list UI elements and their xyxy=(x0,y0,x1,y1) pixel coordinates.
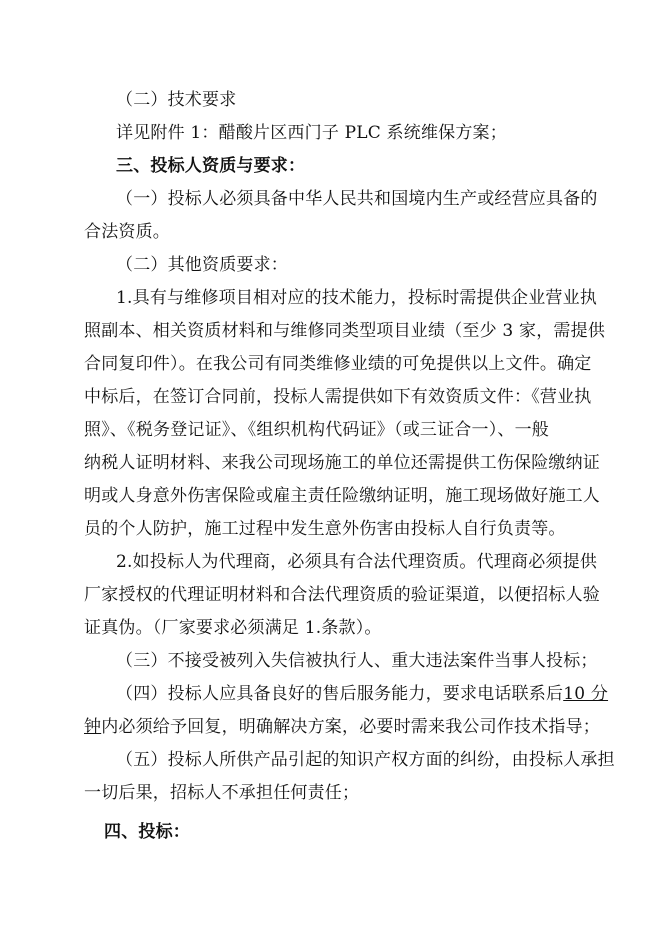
item-1-line: 明或人身意外伤害保险或雇主责任险缴纳证明，施工现场做好施工人 xyxy=(84,486,600,506)
tech-requirements-detail: 详见附件 1：醋酸片区西门子 PLC 系统维保方案； xyxy=(116,123,507,143)
item-1-line: 中标后，在签订合同前，投标人需提供如下有效资质文件：《营业执 xyxy=(84,387,592,407)
item-2-line: 厂家授权的代理证明材料和合法代理资质的验证渠道，以便招标人验 xyxy=(84,585,600,605)
item-1-line: 1.具有与维修项目相对应的技术能力，投标时需提供企业营业执 xyxy=(116,288,598,308)
item-1-line: 合同复印件）。在我公司有同类维修业绩的可免提供以上文件。确定 xyxy=(84,354,592,374)
section-4-heading: 四、投标： xyxy=(104,822,190,842)
response-time-underlined: 钟 xyxy=(84,717,102,737)
qualification-paragraph-5-line: （五）投标人所供产品引起的知识产权方面的纠纷，由投标人承担 xyxy=(116,750,615,770)
qualification-paragraph-4-line xyxy=(84,717,600,737)
qualification-paragraph-4-line xyxy=(116,684,608,704)
response-time-underlined: 10 分 xyxy=(563,684,609,704)
item-2-line: 证真伪。（厂家要求必须满足 1.条款）。 xyxy=(84,618,382,638)
section-3-heading: 三、投标人资质与要求： xyxy=(116,156,306,176)
item-1-line: 照》、《税务登记证》、《组织机构代码证》（或三证合一）、一般 xyxy=(84,420,549,440)
item-1-line: 纳税人证明材料、来我公司现场施工的单位还需提供工伤保险缴纳证 xyxy=(84,453,600,473)
qualification-paragraph-3: （三）不接受被列入失信被执行人、重大违法案件当事人投标； xyxy=(116,651,598,671)
tech-requirements-heading: （二）技术要求 xyxy=(116,90,237,110)
item-1-line: 照副本、相关资质材料和与维修同类型项目业绩（至少 3 家，需提供 xyxy=(84,321,606,341)
qualification-paragraph-5-line: 一切后果，招标人不承担任何责任； xyxy=(84,783,360,803)
qualification-paragraph-1-line: 合法资质。 xyxy=(84,222,170,242)
other-qualifications-heading: （二）其他资质要求： xyxy=(116,255,288,275)
item-2-line: 2.如投标人为代理商，必须具有合法代理资质。代理商必须提供 xyxy=(116,552,598,572)
paragraph-4-text: 内必须给予回复，明确解决方案，必要时需来我公司作技术指导； xyxy=(101,717,601,737)
paragraph-4-text: （四）投标人应具备良好的售后服务能力，要求电话联系后 xyxy=(116,684,564,704)
item-1-line: 员的个人防护，施工过程中发生意外伤害由投标人自行负责等。 xyxy=(84,519,566,539)
qualification-paragraph-1-line: （一）投标人必须具备中华人民共和国境内生产或经营应具备的 xyxy=(116,189,598,209)
